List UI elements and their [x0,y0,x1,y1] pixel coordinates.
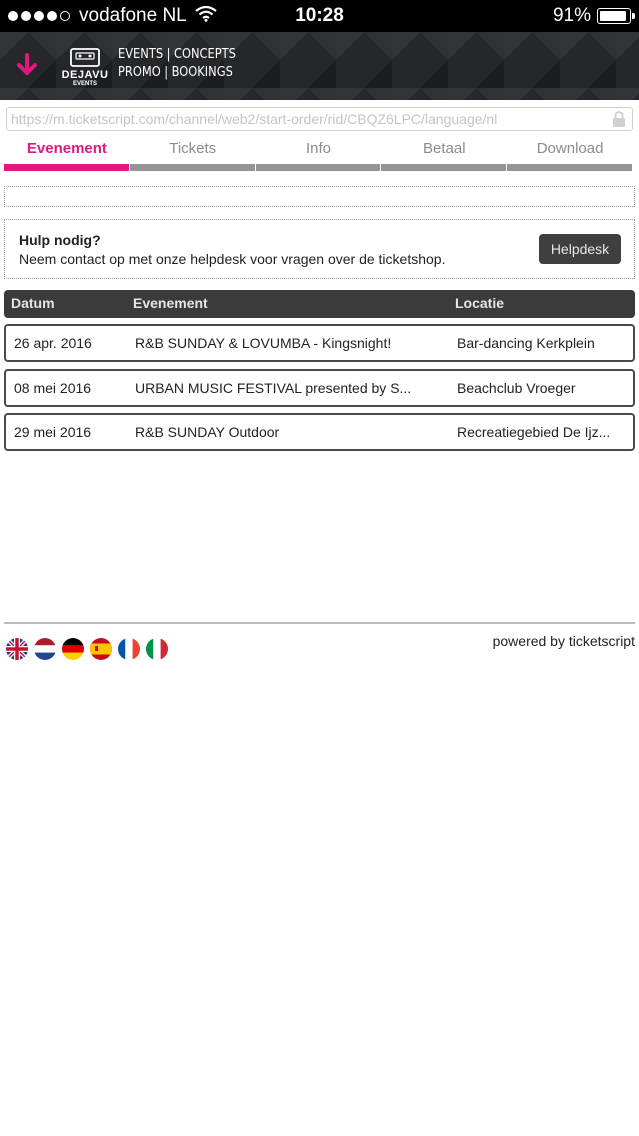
nav-separator: | [164,65,169,80]
event-row[interactable] [4,369,635,407]
main-nav [118,46,236,82]
event-date: 29 mei 2016 [14,424,92,440]
step-tickets[interactable] [130,136,256,172]
arrow-down-icon[interactable] [14,52,40,83]
event-name: URBAN MUSIC FESTIVAL presented by S... [135,380,412,396]
site-header [0,32,639,100]
url-input[interactable] [11,110,601,128]
italian-flag-icon[interactable] [146,638,168,660]
lock-icon [612,111,626,133]
carrier-name: vodafone NL [79,5,187,26]
step-label: Betaal [423,140,466,157]
events-table-header [4,290,635,318]
help-box [4,219,635,279]
event-name: R&B SUNDAY Outdoor [135,424,280,440]
step-betaal[interactable] [381,136,507,172]
logo-text: DEJAVU [61,69,109,81]
step-label: Info [305,140,331,157]
dutch-flag-icon[interactable] [34,638,56,660]
step-info[interactable] [256,136,382,172]
step-progress-bar [130,164,255,171]
clock: 10:28 [295,5,344,26]
helpdesk-button[interactable]: Helpdesk [539,234,621,264]
order-steps [4,136,633,172]
logo-subtext: EVENTS [72,81,97,87]
event-row[interactable] [4,324,635,362]
language-selector [6,638,174,660]
step-label: Evenement [26,140,107,157]
help-text: Neem contact op met onze helpdesk voor vragen over de ticketshop. [19,251,446,267]
nav-separator: | [166,47,171,62]
column-header-datum: Datum [11,295,55,311]
status-bar [0,0,639,32]
nav-events[interactable]: EVENTS [118,47,164,62]
step-progress-bar [381,164,506,171]
french-flag-icon[interactable] [118,638,140,660]
english-flag-icon[interactable] [6,638,28,660]
event-name: R&B SUNDAY & LOVUMBA - Kingsnight! [135,335,392,351]
battery-percentage: 91% [552,5,591,26]
spanish-flag-icon[interactable] [90,638,112,660]
step-label: Download [536,140,604,157]
nav-bookings[interactable]: BOOKINGS [171,65,233,80]
event-location: Beachclub Vroeger [457,380,576,396]
step-evenement[interactable] [4,136,130,172]
column-header-locatie: Locatie [455,295,505,311]
event-row[interactable] [4,413,635,451]
nav-promo[interactable]: PROMO [118,65,161,80]
url-bar [6,107,633,131]
battery-icon [597,8,631,24]
event-date: 26 apr. 2016 [14,335,92,351]
column-header-evenement: Evenement [133,295,208,311]
german-flag-icon[interactable] [62,638,84,660]
event-location: Bar-dancing Kerkplein [457,335,595,351]
event-location: Recreatiegebied De Ijz... [457,424,611,440]
step-label: Tickets [169,140,217,157]
nav-concepts[interactable]: CONCEPTS [174,47,236,62]
step-download[interactable] [507,136,633,172]
event-date: 08 mei 2016 [14,380,92,396]
step-progress-bar [4,164,129,171]
step-progress-bar [507,164,632,171]
step-progress-bar [256,164,381,171]
empty-notice-box [4,186,635,207]
help-title: Hulp nodig? [19,232,101,248]
footer-divider [4,622,635,624]
powered-by-text[interactable]: powered by ticketscript [492,633,635,649]
